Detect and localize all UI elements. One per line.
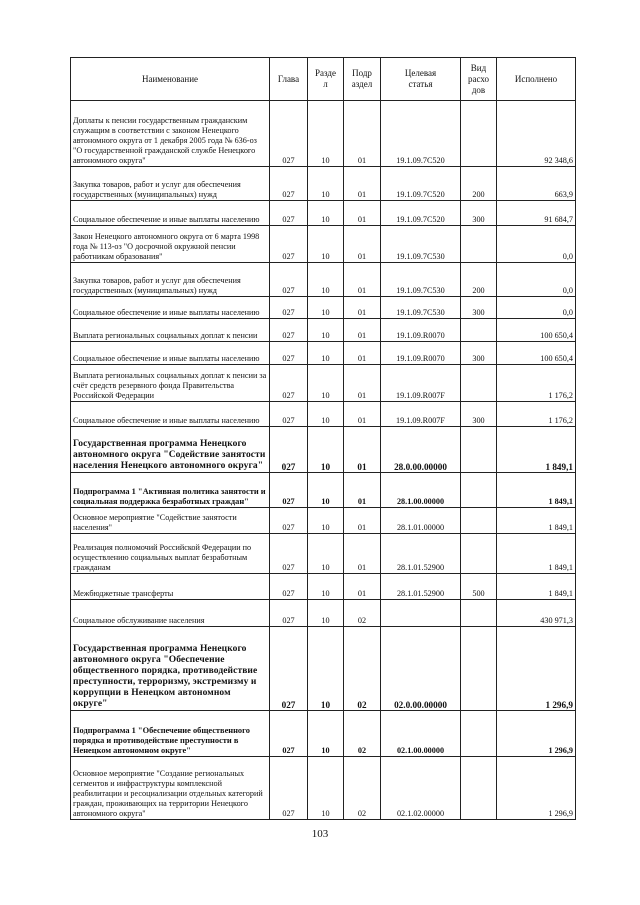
row-chapter: 027 xyxy=(270,473,308,508)
row-section: 10 xyxy=(308,473,344,508)
row-executed: 0,0 xyxy=(497,297,576,319)
row-name: Закупка товаров, работ и услуг для обеспечения государственных (муниципальных) нужд xyxy=(71,263,270,297)
table-row xyxy=(71,574,576,600)
row-executed: 1 296,9 xyxy=(497,757,576,820)
row-chapter: 027 xyxy=(270,508,308,534)
row-name: Социальное обеспечение и иные выплаты населению xyxy=(71,402,270,427)
row-expense-type xyxy=(461,226,497,263)
row-section: 10 xyxy=(308,508,344,534)
row-subsection: 01 xyxy=(344,342,381,365)
row-expense-type: 500 xyxy=(461,574,497,600)
row-section: 10 xyxy=(308,365,344,402)
row-chapter: 027 xyxy=(270,711,308,757)
row-target: 19.1.09.R007F xyxy=(381,365,461,402)
row-name: Доплаты к пенсии государственным гражданским служащим в соответствии с законом Ненецкого автономного округа от 1 декабря 2005 года № 636-оз "О государственной гражданской службе Ненецкого автономного округа" xyxy=(71,101,270,167)
row-name: Подпрограмма 1 "Активная политика занятости и социальная поддержка безработных граждан" xyxy=(71,473,270,508)
row-executed: 1 849,1 xyxy=(497,427,576,473)
header-subsection: Подр аздел xyxy=(344,58,381,101)
header-target: Целевая статья xyxy=(381,58,461,101)
row-target: 02.1.00.00000 xyxy=(381,711,461,757)
table-row xyxy=(71,534,576,574)
header-name: Наименование xyxy=(71,58,270,101)
row-executed: 1 849,1 xyxy=(497,574,576,600)
row-chapter: 027 xyxy=(270,297,308,319)
row-executed: 1 176,2 xyxy=(497,365,576,402)
row-target: 02.1.02.00000 xyxy=(381,757,461,820)
row-section: 10 xyxy=(308,757,344,820)
row-chapter: 027 xyxy=(270,757,308,820)
row-target: 19.1.09.7С520 xyxy=(381,167,461,201)
table-row xyxy=(71,167,576,201)
table-row xyxy=(71,101,576,167)
header-executed: Исполнено xyxy=(497,58,576,101)
table-row xyxy=(71,297,576,319)
row-section: 10 xyxy=(308,342,344,365)
row-executed: 100 650,4 xyxy=(497,342,576,365)
row-target: 19.1.09.R007F xyxy=(381,402,461,427)
row-expense-type xyxy=(461,711,497,757)
row-name: Социальное обеспечение и иные выплаты населению xyxy=(71,201,270,226)
row-executed: 100 650,4 xyxy=(497,319,576,342)
table-body xyxy=(71,101,576,820)
row-name: Социальное обеспечение и иные выплаты населению xyxy=(71,342,270,365)
header-chapter: Глава xyxy=(270,58,308,101)
row-target: 28.0.00.00000 xyxy=(381,427,461,473)
row-subsection: 01 xyxy=(344,226,381,263)
row-subsection: 01 xyxy=(344,297,381,319)
row-name: Выплата региональных социальных доплат к пенсии xyxy=(71,319,270,342)
row-chapter: 027 xyxy=(270,534,308,574)
row-section: 10 xyxy=(308,263,344,297)
row-chapter: 027 xyxy=(270,427,308,473)
table-row xyxy=(71,711,576,757)
row-expense-type xyxy=(461,101,497,167)
table-row xyxy=(71,342,576,365)
row-chapter: 027 xyxy=(270,600,308,627)
row-target: 19.1.09.7С530 xyxy=(381,226,461,263)
row-executed: 92 348,6 xyxy=(497,101,576,167)
row-section: 10 xyxy=(308,627,344,711)
row-expense-type: 300 xyxy=(461,297,497,319)
row-subsection: 01 xyxy=(344,534,381,574)
row-chapter: 027 xyxy=(270,627,308,711)
row-expense-type: 300 xyxy=(461,402,497,427)
row-section: 10 xyxy=(308,319,344,342)
table-row xyxy=(71,365,576,402)
row-name: Социальное обеспечение и иные выплаты населению xyxy=(71,297,270,319)
row-chapter: 027 xyxy=(270,574,308,600)
row-subsection: 01 xyxy=(344,263,381,297)
row-target: 28.1.01.52900 xyxy=(381,574,461,600)
row-executed: 1 296,9 xyxy=(497,627,576,711)
row-chapter: 027 xyxy=(270,342,308,365)
row-subsection: 01 xyxy=(344,201,381,226)
row-expense-type: 200 xyxy=(461,263,497,297)
row-expense-type xyxy=(461,365,497,402)
row-target: 19.1.09.R0070 xyxy=(381,342,461,365)
row-subsection: 01 xyxy=(344,365,381,402)
row-section: 10 xyxy=(308,402,344,427)
row-section: 10 xyxy=(308,101,344,167)
row-subsection: 01 xyxy=(344,402,381,427)
row-chapter: 027 xyxy=(270,365,308,402)
table-row xyxy=(71,508,576,534)
row-name: Подпрограмма 1 "Обеспечение общественного порядка и противодействие преступности в Ненецком автономном округе" xyxy=(71,711,270,757)
table-row xyxy=(71,427,576,473)
row-name: Закон Ненецкого автономного округа от 6 марта 1998 года № 113-оз "О досрочной окружной пенсии работникам образования" xyxy=(71,226,270,263)
row-expense-type xyxy=(461,508,497,534)
row-section: 10 xyxy=(308,201,344,226)
row-name: Выплата региональных социальных доплат к пенсии за счёт средств резервного фонда Правительства Российской Федерации xyxy=(71,365,270,402)
table-row xyxy=(71,201,576,226)
row-section: 10 xyxy=(308,534,344,574)
row-target: 19.1.09.7С530 xyxy=(381,263,461,297)
row-expense-type xyxy=(461,427,497,473)
row-name: Государственная программа Ненецкого автономного округа "Обеспечение общественного порядка, противодействие преступности, терроризму, экстремизму и коррупции в Ненецком автономном округе" xyxy=(71,627,270,711)
row-subsection: 01 xyxy=(344,574,381,600)
row-subsection: 01 xyxy=(344,101,381,167)
table-row xyxy=(71,319,576,342)
row-target: 28.1.01.00000 xyxy=(381,508,461,534)
row-target: 28.1.01.52900 xyxy=(381,534,461,574)
row-subsection: 01 xyxy=(344,427,381,473)
table-row xyxy=(71,627,576,711)
row-subsection: 01 xyxy=(344,508,381,534)
row-name: Основное мероприятие "Создание региональных сегментов и инфраструктуры комплексной реабилитации и ресоциализации отдельных категорий граждан, проживающих на территории Ненецкого автономного округа" xyxy=(71,757,270,820)
row-subsection: 02 xyxy=(344,600,381,627)
table-header-row xyxy=(71,58,576,101)
row-target: 02.0.00.00000 xyxy=(381,627,461,711)
table-row xyxy=(71,600,576,627)
row-chapter: 027 xyxy=(270,263,308,297)
row-expense-type xyxy=(461,600,497,627)
row-chapter: 027 xyxy=(270,167,308,201)
row-expense-type xyxy=(461,757,497,820)
header-section: Разде л xyxy=(308,58,344,101)
row-executed: 1 176,2 xyxy=(497,402,576,427)
table-row xyxy=(71,402,576,427)
row-name: Основное мероприятие "Содействие занятости населения" xyxy=(71,508,270,534)
row-subsection: 02 xyxy=(344,757,381,820)
row-expense-type xyxy=(461,627,497,711)
row-executed: 0,0 xyxy=(497,226,576,263)
row-target: 19.1.09.7С520 xyxy=(381,101,461,167)
row-executed: 1 296,9 xyxy=(497,711,576,757)
row-executed: 1 849,1 xyxy=(497,473,576,508)
row-section: 10 xyxy=(308,297,344,319)
table-row xyxy=(71,226,576,263)
row-target: 19.1.09.7С520 xyxy=(381,201,461,226)
row-expense-type: 300 xyxy=(461,201,497,226)
row-subsection: 01 xyxy=(344,167,381,201)
row-name: Реализация полномочий Российской Федерации по осуществлению социальных выплат безработным гражданам xyxy=(71,534,270,574)
row-expense-type xyxy=(461,534,497,574)
row-subsection: 02 xyxy=(344,711,381,757)
row-expense-type: 200 xyxy=(461,167,497,201)
row-expense-type xyxy=(461,319,497,342)
row-section: 10 xyxy=(308,226,344,263)
row-target xyxy=(381,600,461,627)
row-name: Социальное обслуживание населения xyxy=(71,600,270,627)
row-target: 19.1.09.7С530 xyxy=(381,297,461,319)
row-chapter: 027 xyxy=(270,402,308,427)
row-executed: 1 849,1 xyxy=(497,534,576,574)
row-expense-type xyxy=(461,473,497,508)
row-section: 10 xyxy=(308,167,344,201)
row-executed: 1 849,1 xyxy=(497,508,576,534)
row-section: 10 xyxy=(308,711,344,757)
row-target: 28.1.00.00000 xyxy=(381,473,461,508)
row-name: Государственная программа Ненецкого автономного округа "Содействие занятости населения Ненецкого автономного округа" xyxy=(71,427,270,473)
table-row xyxy=(71,473,576,508)
header-expense-type: Вид расхо дов xyxy=(461,58,497,101)
row-executed: 663,9 xyxy=(497,167,576,201)
row-section: 10 xyxy=(308,574,344,600)
row-section: 10 xyxy=(308,427,344,473)
row-name: Межбюджетные трансферты xyxy=(71,574,270,600)
row-subsection: 02 xyxy=(344,627,381,711)
row-chapter: 027 xyxy=(270,101,308,167)
budget-table xyxy=(70,57,576,820)
row-chapter: 027 xyxy=(270,201,308,226)
page-number: 103 xyxy=(311,828,329,840)
row-subsection: 01 xyxy=(344,319,381,342)
row-executed: 430 971,3 xyxy=(497,600,576,627)
table-row xyxy=(71,263,576,297)
row-executed: 91 684,7 xyxy=(497,201,576,226)
row-executed: 0,0 xyxy=(497,263,576,297)
table-row xyxy=(71,757,576,820)
row-section: 10 xyxy=(308,600,344,627)
row-chapter: 027 xyxy=(270,319,308,342)
row-name: Закупка товаров, работ и услуг для обеспечения государственных (муниципальных) нужд xyxy=(71,167,270,201)
row-expense-type: 300 xyxy=(461,342,497,365)
row-chapter: 027 xyxy=(270,226,308,263)
row-target: 19.1.09.R0070 xyxy=(381,319,461,342)
row-subsection: 01 xyxy=(344,473,381,508)
